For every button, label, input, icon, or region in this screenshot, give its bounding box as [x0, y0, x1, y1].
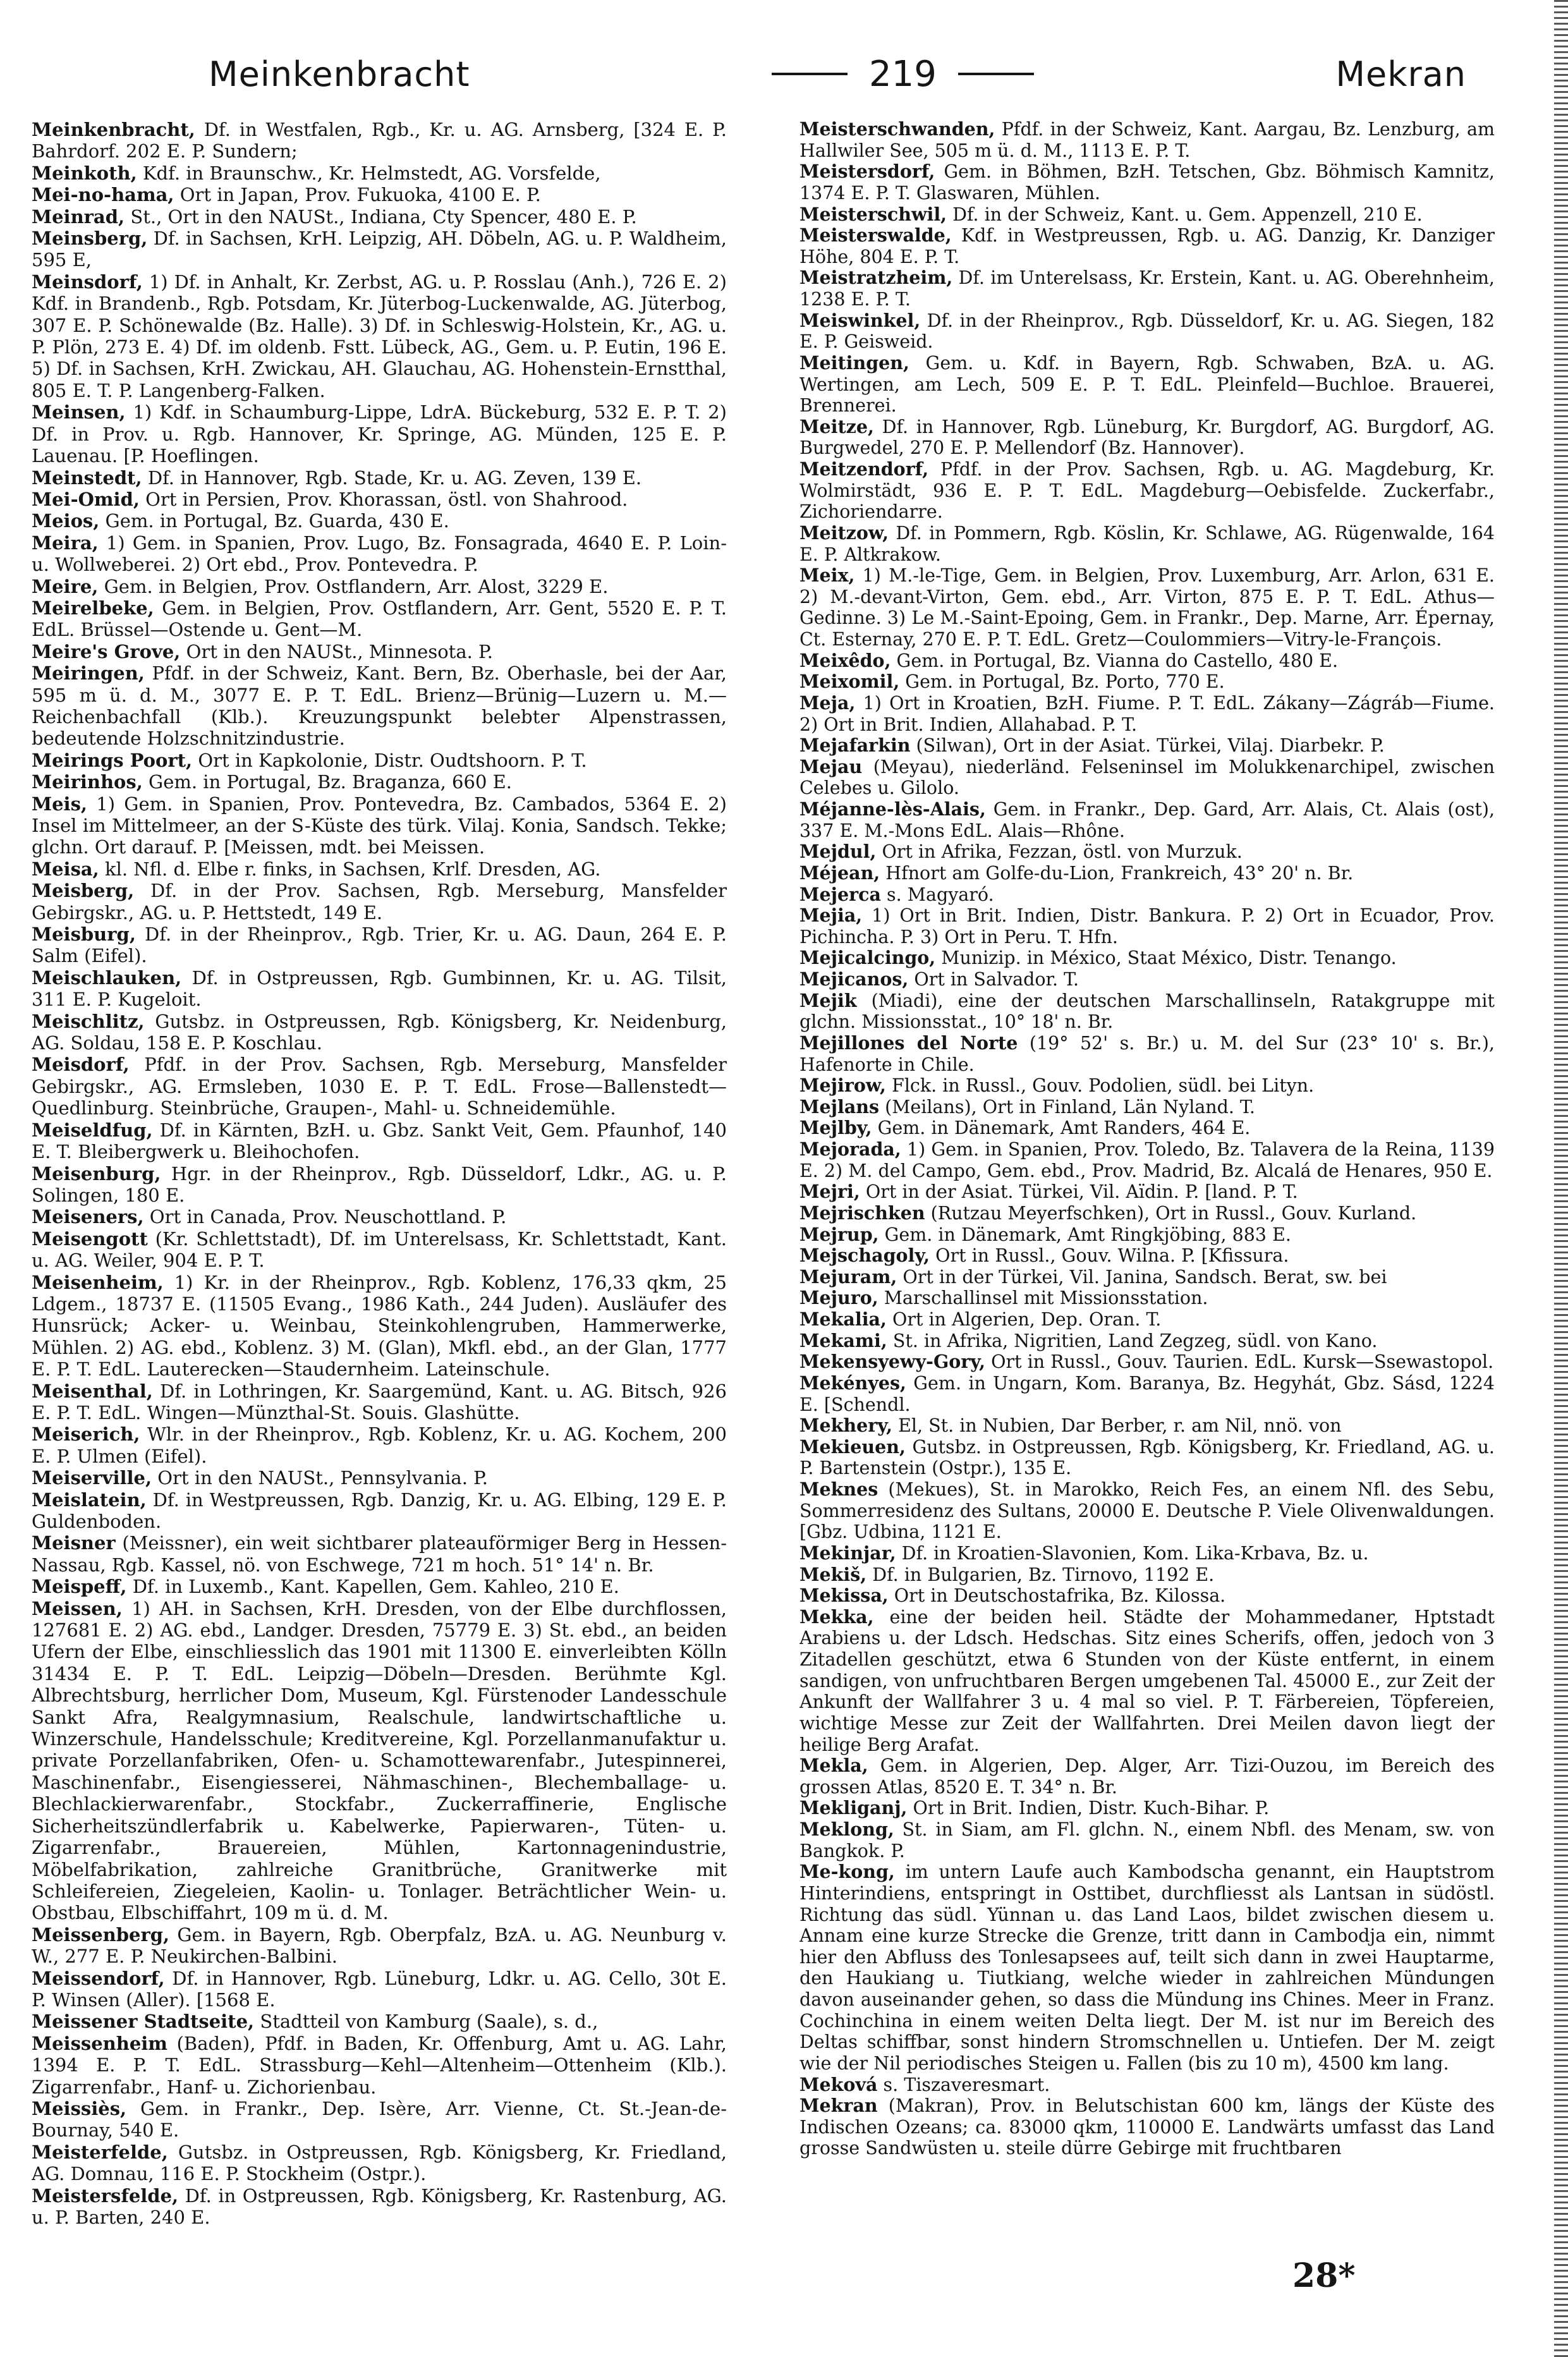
- dictionary-entry: [799, 1224, 1495, 1246]
- entry-headword: Meischlitz,: [32, 1010, 145, 1032]
- entry-text: Ort in Russl., Gouv. Wilna. P. [Kfissura.: [930, 1245, 1289, 1267]
- entry-headword: Mejafarkin: [799, 734, 911, 757]
- entry-text: Gutsbz. in Ostpreussen, Rgb. Königsberg, Kr. Friedland, AG. u. P. Bartenstein (Ostpr.), 135 E.: [799, 1436, 1495, 1479]
- dictionary-entry: [32, 532, 727, 576]
- entry-text: 1) Ort in Kroatien, BzH. Fiume. P. T. EdL. Zákany—Zágráb—Fiume. 2) Ort in Brit. Indien, Allahabad. P. T.: [799, 692, 1495, 735]
- entry-text: Df. in Hannover, Rgb. Lüneburg, Ldkr. u. AG. Cello, 30t E. P. Winsen (Aller). [1568 E.: [32, 1967, 727, 2011]
- entry-headword: Meixêdo,: [799, 649, 891, 671]
- entry-text: Munizip. in México, Staat México, Distr. Tenango.: [935, 947, 1397, 969]
- entry-text: St. in Siam, am Fl. glchn. N., einem Nbfl. des Menam, sw. von Bangkok. P.: [799, 1819, 1495, 1861]
- entry-headword: Mejia,: [799, 904, 863, 927]
- entry-headword: Meisenheim,: [32, 1271, 164, 1293]
- entry-headword: Meire,: [32, 575, 99, 597]
- entry-text: Df. in der Rheinprov., Rgb. Düsseldorf, Kr. u. AG. Siegen, 182 E. P. Geisweid.: [799, 310, 1495, 353]
- dictionary-entry: [799, 2074, 1495, 2096]
- dictionary-entry: [32, 1272, 727, 1380]
- dictionary-entry: [32, 750, 727, 771]
- entry-text: Gem. in Bayern, Rgb. Oberpfalz, BzA. u. AG. Neunburg v. W., 277 E. P. Neukirchen-Balbini.: [32, 1923, 727, 1968]
- dictionary-entry: [799, 1203, 1495, 1224]
- entry-headword: Meisenburg,: [32, 1162, 161, 1185]
- entry-headword: Meja,: [799, 691, 856, 714]
- entry-text: Ort in Russl., Gouv. Taurien. EdL. Kursk—Ssewastopol.: [985, 1351, 1494, 1373]
- entry-text: Gem. in Frankr., Dep. Gard, Arr. Alais, Ct. Alais (ost), 337 E. M.-Mons EdL. Alais—Rhône.: [799, 799, 1495, 841]
- entry-text: 1) Gem. in Spanien, Prov. Lugo, Bz. Fonsagrada, 4640 E. P. Loin- u. Wollweberei. 2) Ort ebd., Prov. Pontevedra. P.: [32, 532, 727, 576]
- entry-headword: Meková: [799, 2073, 878, 2095]
- dictionary-entry: [32, 662, 727, 750]
- dictionary-entry: [32, 271, 727, 401]
- entry-headword: Meios,: [32, 510, 100, 532]
- entry-headword: Meistersfelde,: [32, 2184, 179, 2207]
- entry-text: 1) Df. in Anhalt, Kr. Zerbst, AG. u. P. Rosslau (Anh.), 726 E. 2) Kdf. in Brandenb., Rgb. Potsdam, Kr. Jüterbog-Luckenwalde, AG. Jüterbog, 307 E. P. Schönewalde (Bz. Halle). 3) Df. in Schleswig-Holstein, Kr., AG. u. P. Plön, 273 E. 4) Df. im oldenb. Fstt. Lübeck, AG., Gem. u. P. Eutin, 196 E. 5) Df. in Sachsen, KrH. Zwickau, AH. Glauchau, AG. Hohenstein-Ernstthal, 805 E. T. P. Langenberg-Falken.: [32, 271, 727, 401]
- entry-text: (Baden), Pfdf. in Baden, Kr. Offenburg, Amt u. AG. Lahr, 1394 E. P. T. EdL. Strassburg—Kehl—Altenheim—Ottenheim (Klb.). Zigarrenfabr., Hanf- u. Zichorienbau.: [32, 2032, 727, 2098]
- dictionary-entry: [799, 1607, 1495, 1755]
- entry-headword: Meix,: [799, 564, 855, 587]
- dictionary-entry: [799, 1118, 1495, 1139]
- dictionary-entry: [799, 1415, 1495, 1437]
- dictionary-entry: [799, 671, 1495, 693]
- entry-headword: Mei-no-hama,: [32, 184, 174, 206]
- dictionary-entry: [32, 1206, 727, 1227]
- entry-text: Ort in der Türkei, Vil. Janina, Sandsch. Berat, sw. bei: [897, 1266, 1387, 1288]
- dictionary-entry: [32, 1423, 727, 1467]
- entry-headword: Meitzendorf,: [799, 458, 929, 480]
- dictionary-entry: [32, 184, 727, 205]
- entry-text: Df. in Ostpreussen, Rgb. Gumbinnen, Kr. u. AG. Tilsit, 311 E. P. Kugeloit.: [32, 966, 727, 1011]
- entry-headword: Meinsberg,: [32, 228, 148, 250]
- dictionary-entry: [799, 1373, 1495, 1415]
- entry-text: (Kr. Schlettstadt), Df. im Unterelsass, Kr. Schlettstadt, Kant. u. AG. Weiler, 904 E. P. T.: [32, 1227, 727, 1272]
- dictionary-entry: [799, 204, 1495, 226]
- dictionary-entry: [32, 576, 727, 597]
- entry-headword: Me-kong,: [799, 1861, 895, 1883]
- dictionary-entry: [32, 2098, 727, 2141]
- entry-text: Gem. u. Kdf. in Bayern, Rgb. Schwaben, BzA. u. AG. Wertingen, am Lech, 509 E. P. T. EdL. Pleinfeld—Buchloe. Brauerei, Brennerei.: [799, 352, 1495, 417]
- dictionary-entry: [799, 417, 1495, 459]
- entry-text: Gem. in Portugal, Bz. Vianna do Castello, 480 E.: [890, 650, 1339, 671]
- dictionary-entry: [799, 1798, 1495, 1819]
- entry-headword: Mekényes,: [799, 1372, 906, 1394]
- entry-headword: Meisa,: [32, 858, 99, 880]
- entry-headword: Meisterschwanden,: [799, 119, 995, 140]
- dictionary-entry: [32, 1380, 727, 1424]
- entry-text: Kdf. in Braunschw., Kr. Helmstedt, AG. Vorsfelde,: [137, 162, 601, 184]
- entry-text: Ort in Salvador. T.: [908, 969, 1079, 990]
- entry-text: Gem. in Portugal, Bz. Porto, 770 E.: [899, 671, 1225, 693]
- entry-headword: Meissenheim: [32, 2032, 167, 2054]
- entry-headword: Mejillones del Norte: [799, 1032, 1018, 1054]
- entry-text: kl. Nfl. d. Elbe r. finks, in Sachsen, Krlf. Dresden, AG.: [99, 858, 601, 880]
- entry-text: Df. in Kroatien-Slavonien, Kom. Lika-Krbava, Bz. u.: [896, 1542, 1369, 1564]
- entry-headword: Meisdorf,: [32, 1054, 130, 1076]
- entry-text: (Meissner), ein weit sichtbarer plateauförmiger Berg in Hessen-Nassau, Rgb. Kassel, nö. von Eschwege, 721 m hoch. 51° 14' n. Br.: [32, 1532, 727, 1576]
- entry-text: St., Ort in den NAUSt., Indiana, Cty Spencer, 480 E. P.: [125, 205, 637, 228]
- entry-text: (Makran), Prov. in Belutschistan 600 km, längs der Küste des Indischen Ozeans; ca. 83000 qkm, 110000 E. Landwärts umfasst das Land grosse Sandwüsten u. steile dürre Gebirge mit fruchtbaren: [799, 2095, 1495, 2159]
- dictionary-entry: [799, 1755, 1495, 1798]
- entry-headword: Mejrup,: [799, 1223, 879, 1245]
- entry-headword: Meitzow,: [799, 521, 889, 544]
- entry-headword: Mejuram,: [799, 1265, 897, 1288]
- entry-text: Df. im Unterelsass, Kr. Erstein, Kant. u. AG. Oberehnheim, 1238 E. P. T.: [799, 267, 1495, 310]
- entry-headword: Mejirow,: [799, 1075, 886, 1097]
- entry-text: Df. in Hannover, Rgb. Lüneburg, Kr. Burgdorf, AG. Burgdorf, AG. Burgwedel, 270 E. P. Mellendorf (Bz. Hannover).: [799, 416, 1495, 459]
- entry-text: s. Tiszaveresmart.: [877, 2074, 1050, 2095]
- dictionary-entry: [32, 1163, 727, 1207]
- entry-headword: Mekran: [799, 2095, 878, 2117]
- entry-headword: Meirings Poort,: [32, 749, 193, 771]
- entry-headword: Meiseners,: [32, 1206, 144, 1228]
- entry-text: Hgr. in der Rheinprov., Rgb. Düsseldorf, Ldkr., AG. u. P. Solingen, 180 E.: [32, 1162, 727, 1206]
- page-number-group: [750, 54, 1055, 95]
- dictionary-entry: [799, 1479, 1495, 1543]
- dictionary-entry: [32, 489, 727, 510]
- dictionary-entry: [799, 693, 1495, 735]
- entry-headword: Mekissa,: [799, 1585, 889, 1607]
- dictionary-entry: [32, 206, 727, 228]
- binding-edge: [1554, 0, 1568, 2357]
- entry-headword: Meisberg,: [32, 880, 135, 902]
- dictionary-entry: [799, 459, 1495, 523]
- entry-text: s. Magyaró.: [880, 884, 994, 905]
- entry-headword: Mejerca: [799, 883, 881, 905]
- dictionary-entry: [799, 119, 1495, 161]
- entry-text: 1) AH. in Sachsen, KrH. Dresden, von der Elbe durchflossen, 127681 E. 2) AG. ebd., Landger. Dresden, 75779 E. 3) St. ebd., an beiden Ufern der Elbe, einschliesslich das 1901 mit 11300 E. einverleibten Kölln 31434 E. P. T. EdL. Leipzig—Döbeln—Dresden. Berühmte Kgl. Albrechtsburg, herrlicher Dom, Museum, Kgl. Fürstenoder Landesschule Sankt Afra, Realgymnasium, Realschule, landwirtschaftliche u. Winzerschule, Handelsschule; Kreditvereine, Kgl. Porzellanmanufaktur u. private Porzellanfabriken, Ofen- u. Schamottewarenfabr., Jutespinnerei, Maschinenfabr., Eisengiesserei, Nähmaschinen-, Blechemballage- u. Blechlackierwarenfabr., Stockfabr., Zuckerraffinerie, Englische Sicherheitszündlerfabrik u. Kabelwerke, Papierwaren-, Tüten- u. Zigarrenfabr., Brauereien, Mühlen, Kartonnagenindustrie, Möbelfabrikation, zahlreiche Granitbrüche, Granitwerke mit Schleifereien, Ziegeleien, Kaolin- u. Tonlager. Beträchtlicher Wein- u. Obstbau, Elbschiffahrt, 109 m ü. d. M.: [32, 1597, 727, 1924]
- entry-headword: Meinkenbracht,: [32, 119, 195, 140]
- entry-text: Gem. in Portugal, Bz. Guarda, 430 E.: [99, 510, 449, 532]
- dictionary-entry: [799, 863, 1495, 884]
- dictionary-entry: [32, 1228, 727, 1272]
- entry-text: (Mekues), St. in Marokko, Reich Fes, an einem Nfl. des Sebu, Sommerresidenz des Sultans, 20000 E. Deutsche P. Viele Olivenwaldungen. [Gbz. Udbina, 1121 E.: [799, 1479, 1495, 1543]
- entry-text: Df. in Lothringen, Kr. Saargemünd, Kant. u. AG. Bitsch, 926 E. P. T. EdL. Wingen—Münzthal-St. Souis. Glashütte.: [32, 1380, 727, 1423]
- dictionary-entry: [32, 2011, 727, 2032]
- entry-text: im untern Laufe auch Kambodscha genannt, ein Hauptstrom Hinterindiens, entspringt in Osttibet, durchfliesst als Lantsan in südöstl. Richtung das südl. Yünnan u. das Land Laos, bildet zwischen diesem u. Annam eine kurze Strecke die Grenze, tritt dann in Cambodja ein, nimmt hier den Abfluss des Tonlesapsees auf, teilt sich dann in zwei Hauptarme, den Haukiang u. Tiutkiang, welche wieder in zahlreichen Mündungen davon auseinander gehen, so dass die Mündung ins Chines. Meer in Franz. Cochinchina in einem weiten Delta liegt. Der M. ist nur im Bereich des Deltas schiffbar, sonst hindern Stromschnellen u. Untiefen. Der M. zeigt wie der Nil periodisches Steigen u. Fallen (bis zu 10 m), 4500 km lang.: [799, 1861, 1495, 2074]
- entry-headword: Meistratzheim,: [799, 267, 953, 289]
- entry-headword: Meinstedt,: [32, 466, 142, 489]
- entry-headword: Meisterschwil,: [799, 203, 947, 225]
- header-dash-right: [958, 73, 1034, 75]
- entry-headword: Meissenberg,: [32, 1923, 170, 1946]
- entry-text: Df. in Kärnten, BzH. u. Gbz. Sankt Veit, Gem. Pfaunhof, 140 E. T. Bleibergwerk u. Bleihochofen.: [32, 1119, 727, 1163]
- entry-text: eine der beiden heil. Städte der Mohammedaner, Hptstadt Arabiens u. der Ldsch. Hedschas. Sitz eines Scherifs, offen, jedoch von 3 Zitadellen geschützt, etwa 6 Stunden von der Küste entfernt, in einem sandigen, von unfruchtbaren Bergen umgebenen Tal. 45000 E., zur Zeit der Ankunft der Wallfahrer 3 u. 4 mal so viel. P. T. Färbereien, Töpfereien, wichtige Messe zur Zeit der Wallfahrten. Drei Meilen davon liegt der heilige Berg Arafat.: [799, 1606, 1495, 1755]
- entry-text: Gutsbz. in Ostpreussen, Rgb. Königsberg, Kr. Friedland, AG. Domnau, 116 E. P. Stockheim (Ostpr.).: [32, 2141, 727, 2185]
- entry-headword: Meiserville,: [32, 1467, 152, 1489]
- entry-headword: Mejuro,: [799, 1287, 878, 1309]
- dictionary-entry: [799, 990, 1495, 1033]
- dictionary-entry: [799, 947, 1495, 969]
- entry-text: Gem. in Dänemark, Amt Ringkjöbing, 883 E.: [878, 1224, 1291, 1245]
- entry-headword: Meknes: [799, 1478, 878, 1500]
- entry-text: 1) Kr. in der Rheinprov., Rgb. Koblenz, 176,33 qkm, 25 Ldgem., 18737 E. (11505 Evang., 1986 Kath., 244 Juden). Ausläufer des Hunsrück; Acker- u. Weinbau, Steinkohlengruben, Hammerwerke, Mühlen. 2) AG. ebd., Koblenz. 3) M. (Glan), Mkfl. ebd., an der Glan, 1777 E. P. T. EdL. Lauterecken—Staudernheim. Lateinschule.: [32, 1271, 727, 1380]
- entry-headword: Meiseldfug,: [32, 1119, 153, 1141]
- entry-headword: Meinrad,: [32, 205, 125, 228]
- entry-headword: Meirelbeke,: [32, 597, 154, 619]
- dictionary-entry: [32, 858, 727, 880]
- dictionary-entry: [799, 1351, 1495, 1373]
- entry-text: Ort in Brit. Indien, Distr. Kuch-Bihar. P.: [907, 1798, 1270, 1819]
- entry-text: Df. in Bulgarien, Bz. Tirnovo, 1192 E.: [866, 1564, 1215, 1585]
- dictionary-entry: [32, 880, 727, 923]
- dictionary-entry: [799, 1437, 1495, 1479]
- dictionary-entry: [32, 1576, 727, 1597]
- entry-headword: Meissendorf,: [32, 1967, 165, 1989]
- dictionary-entry: [799, 1033, 1495, 1075]
- entry-text: (Meilans), Ort in Finland, Län Nyland. T.: [879, 1096, 1255, 1118]
- dictionary-entry: [32, 1968, 727, 2011]
- dictionary-entry: [799, 1331, 1495, 1352]
- entry-headword: Mejdul,: [799, 841, 877, 863]
- entry-text: St. in Afrika, Nigritien, Land Zegzeg, südl. von Kano.: [887, 1330, 1378, 1351]
- dictionary-entry: [32, 162, 727, 184]
- entry-text: Pfdf. in der Prov. Sachsen, Rgb. u. AG. Magdeburg, Kr. Wolmirstädt, 936 E. P. T. EdL. Magdeburg—Oebisfelde. Zuckerfabr., Zichoriendarre.: [799, 459, 1495, 523]
- dictionary-entry: [799, 650, 1495, 672]
- dictionary-entry: [32, 1119, 727, 1163]
- entry-headword: Meisengott: [32, 1227, 148, 1250]
- entry-text: Df. in Ostpreussen, Rgb. Königsberg, Kr. Rastenburg, AG. u. P. Barten, 240 E.: [32, 2184, 727, 2228]
- entry-text: 1) Gem. in Spanien, Prov. Toledo, Bz. Talavera de la Reina, 1139 E. 2) M. del Campo, Gem. ebd., Prov. Madrid, Bz. Alcalá de Henares, 950 E.: [799, 1139, 1495, 1181]
- entry-headword: Meissen,: [32, 1597, 123, 1619]
- entry-headword: Meinsdorf,: [32, 271, 143, 293]
- entry-text: Df. in Westfalen, Rgb., Kr. u. AG. Arnsberg, [324 E. P. Bahrdorf. 202 E. P. Sundern;: [32, 119, 727, 162]
- entry-headword: Mekka,: [799, 1605, 874, 1628]
- dictionary-entry: [799, 523, 1495, 565]
- dictionary-entry: [32, 2185, 727, 2229]
- dictionary-entry: [32, 1467, 727, 1489]
- entry-headword: Mejau: [799, 755, 863, 777]
- dictionary-entry: [799, 735, 1495, 757]
- entry-text: Df. in Sachsen, KrH. Leipzig, AH. Döbeln, AG. u. P. Waldheim, 595 E,: [32, 228, 727, 271]
- dictionary-entry: [32, 1489, 727, 1533]
- entry-headword: Mejicanos,: [799, 968, 909, 990]
- dictionary-entry: [799, 161, 1495, 204]
- entry-headword: Meisburg,: [32, 923, 136, 946]
- entry-text: Gem. in Frankr., Dep. Isère, Arr. Vienne, Ct. St.-Jean-de-Bournay, 540 E.: [32, 2097, 727, 2141]
- entry-text: Df. in Westpreussen, Rgb. Danzig, Kr. u. AG. Elbing, 129 E. P. Guldenboden.: [32, 1489, 727, 1532]
- entry-text: Df. in der Rheinprov., Rgb. Trier, Kr. u. AG. Daun, 264 E. P. Salm (Eifel).: [32, 923, 727, 967]
- dictionary-entry: [799, 799, 1495, 841]
- entry-headword: Meisterswalde,: [799, 224, 952, 247]
- entry-text: (19° 52' s. Br.) u. M. del Sur (23° 10' s. Br.), Hafenorte in Chile.: [799, 1032, 1495, 1075]
- entry-text: Flck. in Russl., Gouv. Podolien, südl. bei Lityn.: [885, 1075, 1315, 1097]
- dictionary-entry: [799, 225, 1495, 267]
- entry-headword: Mekensyewy-Gory,: [799, 1351, 986, 1373]
- entry-headword: Mejlby,: [799, 1117, 872, 1139]
- entry-text: Ort in Japan, Prov. Fukuoka, 4100 E. P.: [174, 184, 541, 206]
- entry-text: El, St. in Nubien, Dar Berber, r. am Nil, nnö. von: [892, 1415, 1342, 1437]
- entry-text: (Meyau), niederländ. Felseninsel im Molukkenarchipel, zwischen Celebes u. Gilolo.: [799, 756, 1495, 799]
- entry-headword: Meklong,: [799, 1818, 894, 1840]
- dictionary-entry: [32, 923, 727, 967]
- entry-text: Hfnort am Golfe-du-Lion, Frankreich, 43° 20' n. Br.: [880, 862, 1354, 884]
- dictionary-entry: [32, 641, 727, 662]
- dictionary-entry: [799, 969, 1495, 990]
- entry-text: Df. in Hannover, Rgb. Stade, Kr. u. AG. Zeven, 139 E.: [142, 466, 642, 489]
- entry-text: Gem. in Böhmen, BzH. Tetschen, Gbz. Böhmisch Kamnitz, 1374 E. P. T. Glaswaren, Mühlen.: [799, 161, 1495, 204]
- left-column: [32, 119, 727, 2268]
- entry-text: Ort in Afrika, Fezzan, östl. von Murzuk.: [876, 841, 1243, 863]
- entry-text: Ort in Deutschostafrika, Bz. Kilossa.: [888, 1585, 1226, 1607]
- dictionary-entry: [799, 353, 1495, 417]
- entry-text: Pfdf. in der Prov. Sachsen, Rgb. Merseburg, Mansfelder Gebirgskr., AG. Ermsleben, 1030 E. P. T. EdL. Frose—Ballenstedt—Quedlinburg. Steinbrüche, Graupen-, Mahl- u. Schneidemühle.: [32, 1054, 727, 1119]
- entry-headword: Meinkoth,: [32, 162, 137, 184]
- dictionary-entry: [32, 1011, 727, 1054]
- entry-text: Df. in Luxemb., Kant. Kapellen, Gem. Kahleo, 210 E.: [126, 1576, 619, 1598]
- entry-headword: Mekieuen,: [799, 1435, 906, 1458]
- entry-text: Ort in den NAUSt., Pennsylvania. P.: [152, 1467, 489, 1489]
- header-last-headword: Mekran: [1335, 54, 1466, 94]
- dictionary-entry: [32, 510, 727, 532]
- entry-text: Df. in der Schweiz, Kant. u. Gem. Appenzell, 210 E.: [947, 204, 1423, 225]
- entry-headword: Meire's Grove,: [32, 640, 181, 662]
- dictionary-entry: [32, 1532, 727, 1576]
- entry-headword: Mejlans: [799, 1095, 880, 1118]
- entry-text: Df. in Pommern, Rgb. Köslin, Kr. Schlawe, AG. Rügenwalde, 164 E. P. Altkrakow.: [799, 522, 1495, 565]
- entry-text: Marschallinsel mit Missionsstation.: [878, 1288, 1208, 1309]
- entry-text: 1) Gem. in Spanien, Prov. Pontevedra, Bz. Cambados, 5364 E. 2) Insel im Mittelmeer, an der S-Küste des türk. Vilaj. Konia, Sandsch. Tekke; glchn. Ort darauf. P. [Meissen, mdt. bei Meissen.: [32, 793, 727, 858]
- header-first-headword: Meinkenbracht: [209, 54, 470, 94]
- entry-text: Kdf. in Westpreussen, Rgb. u. AG. Danzig, Kr. Danziger Höhe, 804 E. P. T.: [799, 225, 1495, 267]
- entry-headword: Meisterfelde,: [32, 2141, 168, 2163]
- entry-text: Ort in Canada, Prov. Neuschottland. P.: [143, 1206, 507, 1228]
- entry-text: Ort in Persien, Prov. Khorassan, östl. von Shahrood.: [139, 488, 628, 510]
- dictionary-entry: [32, 119, 727, 162]
- entry-text: Ort in den NAUSt., Minnesota. P.: [180, 640, 493, 662]
- dictionary-entry: [32, 401, 727, 466]
- entry-headword: Mejicalcingo,: [799, 947, 936, 969]
- dictionary-entry: [799, 1543, 1495, 1564]
- entry-headword: Mekalia,: [799, 1308, 887, 1330]
- entry-text: Wlr. in der Rheinprov., Rgb. Koblenz, Kr. u. AG. Kochem, 200 E. P. Ulmen (Eifel).: [32, 1423, 727, 1467]
- entry-text: 1) Kdf. in Schaumburg-Lippe, LdrA. Bückeburg, 532 E. P. T. 2) Df. in Prov. u. Rgb. Hannover, Kr. Springe, AG. Münden, 125 E. P. Lauenau. [P. Hoeflingen.: [32, 401, 727, 467]
- entry-text: Gem. in Ungarn, Kom. Baranya, Bz. Hegyhát, Gbz. Sásd, 1224 E. [Schendl.: [799, 1372, 1495, 1415]
- dictionary-entry: [799, 1585, 1495, 1607]
- entry-headword: Mekinjar,: [799, 1542, 896, 1564]
- entry-headword: Mekla,: [799, 1755, 868, 1777]
- entry-headword: Meirinhos,: [32, 771, 143, 793]
- right-column: [799, 119, 1495, 2268]
- entry-text: (Silwan), Ort in der Asiat. Türkei, Vilaj. Diarbekr. P.: [910, 735, 1385, 757]
- entry-text: 1) M.-le-Tige, Gem. in Belgien, Prov. Luxemburg, Arr. Arlon, 631 E. 2) M.-devant-Virton, Gem. ebd., Arr. Virton, 875 E. P. T. EdL. Athus—Gedinne. 3) Le M.-Saint-Epoing, Gem. in Frankr., Dep. Marne, Arr. Épernay, Ct. Esternay, 270 E. P. T. EdL. Gretz—Coulommiers—Vitry-le-François.: [799, 565, 1495, 650]
- dictionary-entry: [799, 1267, 1495, 1288]
- entry-headword: Mei-Omid,: [32, 488, 140, 510]
- entry-headword: Mekami,: [799, 1329, 887, 1351]
- dictionary-entry: [32, 597, 727, 641]
- page-number: 219: [869, 53, 937, 95]
- entry-headword: Meitingen,: [799, 351, 909, 374]
- dictionary-entry: [32, 1598, 727, 1924]
- dictionary-entry: [799, 1309, 1495, 1331]
- dictionary-entry: [799, 757, 1495, 799]
- dictionary-entry: [799, 1819, 1495, 1861]
- dictionary-entry: [799, 1181, 1495, 1203]
- entry-headword: Meis,: [32, 793, 87, 815]
- dictionary-entry: [32, 2141, 727, 2185]
- dictionary-entry: [799, 1097, 1495, 1118]
- dictionary-entry: [799, 1288, 1495, 1309]
- entry-headword: Méjean,: [799, 862, 880, 884]
- dictionary-entry: [799, 905, 1495, 947]
- entry-headword: Meistersdorf,: [799, 161, 935, 183]
- dictionary-entry: [799, 884, 1495, 906]
- entry-text: Pfdf. in der Schweiz, Kant. Bern, Bz. Oberhasle, bei der Aar, 595 m ü. d. M., 3077 E. P. T. EdL. Brienz—Brünig—Luzern u. M.—Reichenbachfall (Klb.). Kreuzungspunkt belebter Alpenstrassen, bedeutende Holzschnitzindustrie.: [32, 662, 727, 750]
- entry-text: Gem. in Belgien, Prov. Ostflandern, Arr. Gent, 5520 E. P. T. EdL. Brüssel—Ostende u. Gent—M.: [32, 597, 727, 641]
- entry-headword: Mekhery,: [799, 1415, 893, 1437]
- dictionary-entry: [799, 2095, 1495, 2159]
- entry-text: Pfdf. in der Schweiz, Kant. Aargau, Bz. Lenzburg, am Hallwiler See, 505 m ü. d. M., 1113 E. P. T.: [799, 119, 1495, 161]
- entry-text: Gem. in Algerien, Dep. Alger, Arr. Tizi-Ouzou, im Bereich des grossen Atlas, 8520 E. T. 34° n. Br.: [799, 1755, 1495, 1798]
- entry-text: (Miadi), eine der deutschen Marschallinseln, Ratakgruppe mit glchn. Missionsstat., 10° 18' n. Br.: [799, 990, 1495, 1033]
- header-dash-left: [772, 73, 848, 75]
- entry-headword: Meixomil,: [799, 671, 900, 693]
- dictionary-entry: [32, 1054, 727, 1119]
- entry-headword: Mejik: [799, 989, 857, 1011]
- entry-headword: Mejschagoly,: [799, 1245, 930, 1267]
- dictionary-entry: [32, 228, 727, 271]
- entry-headword: Meinsen,: [32, 401, 126, 423]
- entry-headword: Meiswinkel,: [799, 309, 921, 331]
- entry-text: Gutsbz. in Ostpreussen, Rgb. Königsberg, Kr. Neidenburg, AG. Soldau, 158 E. P. Koschlau.: [32, 1010, 727, 1054]
- entry-headword: Meisner: [32, 1532, 116, 1554]
- entry-headword: Mekliganj,: [799, 1797, 908, 1819]
- dictionary-entry: [32, 2033, 727, 2098]
- entry-headword: Méjanne-lès-Alais,: [799, 798, 986, 820]
- entry-text: 1) Ort in Brit. Indien, Distr. Bankura. P. 2) Ort in Ecuador, Prov. Pichincha. P. 3) Ort in Peru. T. Hfn.: [799, 905, 1495, 947]
- dictionary-entry: [799, 1861, 1495, 2074]
- entry-headword: Meitze,: [799, 415, 874, 437]
- entry-headword: Meischlauken,: [32, 966, 182, 989]
- entry-headword: Meispeff,: [32, 1576, 127, 1598]
- entry-headword: Mejorada,: [799, 1138, 901, 1160]
- dictionary-entry: [32, 1924, 727, 1968]
- entry-headword: Mejrischken: [799, 1202, 925, 1224]
- entry-text: Df. in der Prov. Sachsen, Rgb. Merseburg, Mansfelder Gebirgskr., AG. u. P. Hettstedt, 149 E.: [32, 880, 727, 923]
- entry-headword: Mekiš,: [799, 1563, 867, 1585]
- entry-text: Ort in Algerien, Dep. Oran. T.: [886, 1309, 1162, 1330]
- entry-text: Gem. in Portugal, Bz. Braganza, 660 E.: [142, 771, 513, 793]
- entry-headword: Mejri,: [799, 1181, 860, 1203]
- dictionary-entry: [799, 1139, 1495, 1181]
- dictionary-entry: [32, 771, 727, 793]
- entry-text: Ort in Kapkolonie, Distr. Oudtshoorn. P. T.: [192, 749, 587, 771]
- dictionary-entry: [799, 310, 1495, 353]
- page-header: [209, 39, 1466, 109]
- dictionary-entry: [799, 1075, 1495, 1097]
- entry-text: (Rutzau Meyerfschken), Ort in Russl., Gouv. Kurland.: [925, 1202, 1417, 1224]
- entry-headword: Meissener Stadtseite,: [32, 2011, 255, 2033]
- dictionary-entry: [799, 565, 1495, 650]
- entry-text: Ort in der Asiat. Türkei, Vil. Aïdin. P. [land. P. T.: [860, 1181, 1298, 1203]
- entry-headword: Meislatein,: [32, 1489, 147, 1511]
- dictionary-entry: [32, 793, 727, 858]
- entry-headword: Meisenthal,: [32, 1380, 153, 1402]
- entry-text: Gem. in Dänemark, Amt Randers, 464 E.: [872, 1118, 1251, 1139]
- dictionary-entry: [32, 467, 727, 489]
- entry-text: Gem. in Belgien, Prov. Ostflandern, Arr. Alost, 3229 E.: [98, 575, 609, 597]
- dictionary-entry: [799, 1245, 1495, 1267]
- entry-headword: Meira,: [32, 532, 99, 554]
- entry-headword: Meiserich,: [32, 1423, 140, 1446]
- entry-text: Stadtteil von Kamburg (Saale), s. d.,: [254, 2011, 599, 2033]
- signature-mark: 28*: [1292, 2257, 1356, 2295]
- dictionary-entry: [799, 267, 1495, 310]
- dictionary-entry: [32, 967, 727, 1011]
- dictionary-entry: [799, 841, 1495, 863]
- entry-headword: Meissiès,: [32, 2097, 127, 2119]
- entry-headword: Meiringen,: [32, 662, 145, 685]
- dictionary-entry: [799, 1564, 1495, 1586]
